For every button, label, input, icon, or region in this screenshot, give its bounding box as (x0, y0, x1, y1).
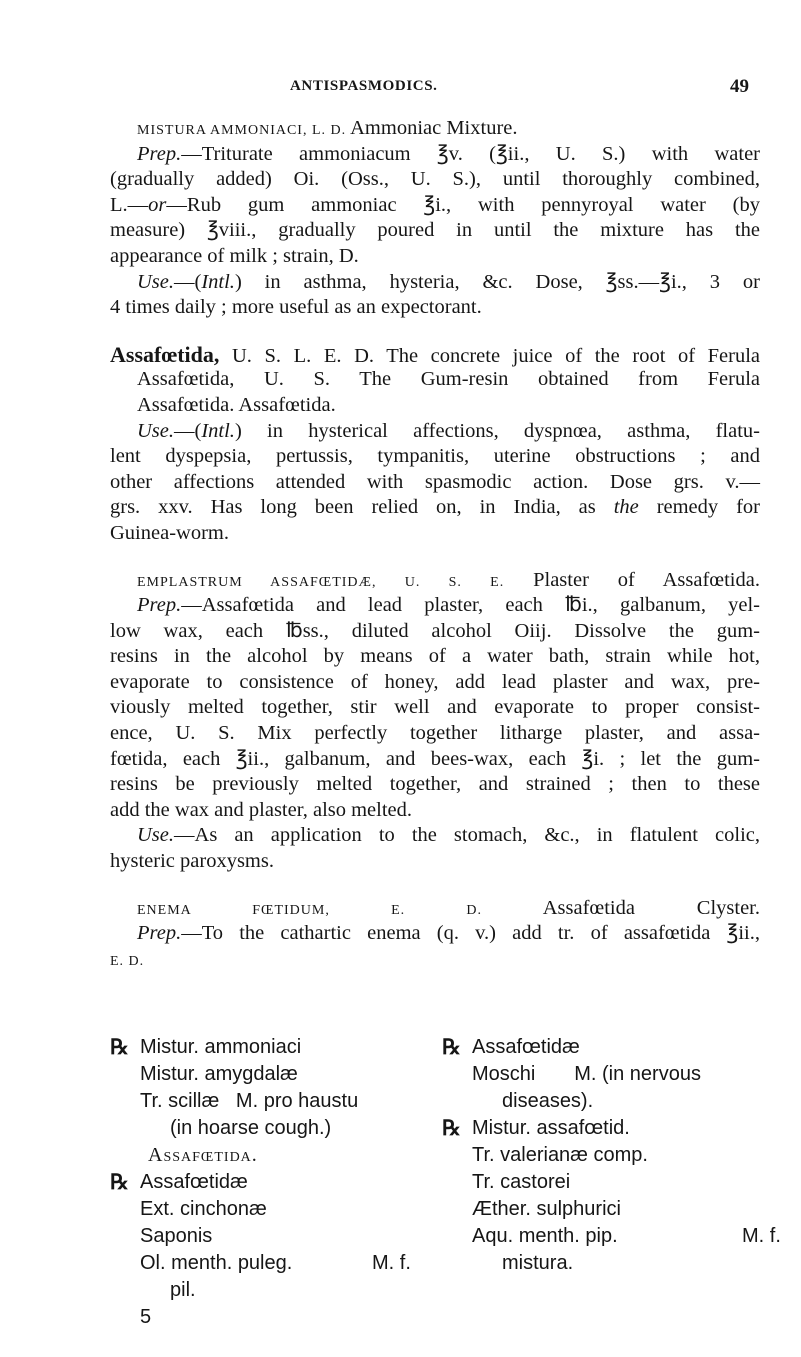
text-line (110, 721, 760, 747)
prescription-line (110, 1250, 450, 1277)
text-run: —Rub gum ammoniac ℥i., with pennyroyal water (by (166, 193, 760, 216)
text-line (110, 495, 760, 521)
running-title: ANTISPASMODICS. (290, 78, 438, 94)
text-line (110, 419, 760, 445)
text-run: Plaster of Assafœtida. (504, 568, 760, 591)
text-run: remedy for (638, 496, 761, 519)
text-run: Assafœtida. Assafœtida. (137, 393, 336, 416)
prescription-text: Tr. valerianæ comp. (472, 1144, 648, 1166)
text-line (110, 568, 760, 594)
italic-label: Use. (137, 824, 175, 847)
text-line (110, 142, 760, 168)
text-run: —( (174, 270, 202, 293)
prescription-text: Ext. cinchonæ (140, 1198, 267, 1220)
text-line (110, 849, 760, 875)
prescription-line (442, 1061, 772, 1088)
text-line (110, 947, 760, 973)
text-run: lent dyspepsia, pertussis, tympanitis, uterine obstructions ; and (110, 445, 760, 468)
text-line (110, 367, 760, 393)
section-heading: ENEMA FŒTIDUM, E. D. (137, 902, 482, 918)
text-run: Assafœtida, U. S. The Gum-resin obtained from Ferula (137, 368, 760, 391)
prescription-line (110, 1088, 450, 1115)
prescription-line (442, 1088, 772, 1115)
prescription-text: pil. (170, 1279, 196, 1301)
text-line (110, 695, 760, 721)
text-run: Guinea-worm. (110, 521, 229, 544)
prescription-text: Saponis (140, 1225, 213, 1247)
text-line (110, 444, 760, 470)
italic-label: Use. (137, 270, 175, 293)
prescription-direction: M. f. (742, 1225, 781, 1247)
prescription-text: Tr. castorei (472, 1171, 571, 1193)
recipe-symbol: ℞ (110, 1035, 129, 1059)
recipe-symbol: ℞ (442, 1116, 461, 1140)
page-number: 49 (730, 76, 749, 97)
prescription-heading: Assafœtida. (148, 1144, 258, 1166)
prescription-line (442, 1223, 781, 1250)
paragraph-gap (110, 321, 760, 342)
italic-label: or (148, 193, 167, 216)
text-line (110, 342, 760, 368)
text-run: appearance of milk ; strain, D. (110, 244, 359, 267)
text-run: U. S. L. E. D. The concrete juice of the root of Ferula (219, 344, 760, 367)
prescription-text: Moschi M. (in nervous (472, 1063, 701, 1085)
prescription-line (110, 1304, 450, 1331)
prescription-line (110, 1115, 450, 1142)
text-line (110, 167, 760, 193)
text-run: Ammoniac Mixture. (346, 117, 518, 139)
running-head (0, 78, 801, 102)
text-line (110, 619, 760, 645)
prescription-text: Ol. menth. puleg. (140, 1252, 293, 1274)
text-line (110, 116, 760, 142)
prescription-line (442, 1034, 772, 1061)
italic-label: Prep. (137, 922, 182, 945)
text-line (110, 896, 760, 922)
prescription-text: Assafœtidæ (140, 1171, 248, 1193)
italic-label: Use. (137, 419, 175, 442)
section-heading: E. D. (110, 953, 145, 969)
recipe-symbol: ℞ (110, 1170, 129, 1194)
text-line (110, 921, 760, 947)
prescriptions-right-column (442, 1034, 781, 1277)
italic-label: Prep. (137, 142, 182, 165)
text-line (110, 393, 760, 419)
text-line (110, 218, 760, 244)
prescription-line (110, 1223, 450, 1250)
text-run: evaporate to consistence of honey, add lead plaster and wax, pre- (110, 670, 760, 693)
text-run: —To the cathartic enema (q. v.) add tr. of assafœtida ℥ii., (181, 922, 760, 945)
recipe-symbol: ℞ (442, 1035, 461, 1059)
text-run: —Triturate ammoniacum ℥v. (℥ii., U. S.) with water (181, 142, 760, 165)
text-run: resins be previously melted together, and strained ; then to these (110, 773, 760, 796)
text-run: 4 times daily ; more useful as an expectorant. (110, 296, 482, 319)
text-run: —Assafœtida and lead plaster, each ℔i., galbanum, yel- (181, 594, 760, 617)
prescription-line (442, 1196, 772, 1223)
paragraph-gap (110, 547, 760, 568)
paragraph-gap (110, 875, 760, 896)
italic-label: Prep. (137, 594, 182, 617)
prescription-line (110, 1142, 450, 1169)
section-heading: MISTURA AMMONIACI, L. D. (137, 123, 347, 138)
text-run: grs. xxv. Has long been relied on, in India, as (110, 496, 614, 519)
text-run: viously melted together, stir well and evaporate to proper consist- (110, 696, 760, 719)
text-line (110, 244, 760, 270)
text-line (110, 772, 760, 798)
text-line (110, 644, 760, 670)
text-run: ) in asthma, hysteria, &c. Dose, ℥ss.—℥i., 3 or (234, 270, 760, 293)
prescription-line (110, 1277, 450, 1304)
entry-title: Assafœtida, (110, 341, 220, 367)
text-line (110, 593, 760, 619)
prescription-line (110, 1061, 450, 1088)
prescription-text: Mistur. assafœtid. (472, 1117, 630, 1139)
text-line (110, 798, 760, 824)
prescription-line (442, 1169, 772, 1196)
prescription-line (110, 1169, 450, 1196)
prescription-text: diseases). (502, 1090, 594, 1112)
prescription-line (110, 1196, 450, 1223)
text-line (110, 670, 760, 696)
text-line (110, 295, 760, 321)
prescription-text: Mistur. amygdalæ (140, 1063, 298, 1085)
prescription-text: 5 (140, 1306, 152, 1328)
text-line (110, 521, 760, 547)
italic-label: Intl. (201, 419, 235, 442)
prescriptions-left-column (110, 1034, 450, 1331)
prescription-line (442, 1250, 772, 1277)
prescription-text: Assafœtidæ (472, 1036, 580, 1058)
section-heading: EMPLASTRUM ASSAFŒTIDÆ, U. S. E. (137, 574, 505, 590)
text-run: ence, U. S. Mix perfectly together litharge plaster, and assa- (110, 722, 760, 745)
text-run: measure) ℥viii., gradually poured in until the mixture has the (110, 219, 760, 242)
text-run: resins in the alcohol by means of a water bath, strain while hot, (110, 645, 760, 668)
body-text (110, 116, 760, 972)
text-run: add the wax and plaster, also melted. (110, 798, 413, 821)
text-run: Assafœtida Clyster. (481, 896, 761, 919)
text-run: —( (174, 419, 202, 442)
italic-label: Intl. (201, 270, 235, 293)
text-run: (gradually added) Oi. (Oss., U. S.), until thoroughly combined, (110, 168, 760, 191)
text-line (110, 747, 760, 773)
italic-label: the (613, 496, 639, 519)
prescription-text: mistura. (502, 1252, 574, 1274)
text-run: other affections attended with spasmodic action. Dose grs. v.— (110, 470, 760, 493)
prescription-text: Mistur. ammoniaci (140, 1036, 302, 1058)
prescription-text: (in hoarse cough.) (170, 1117, 332, 1139)
text-run: fœtida, each ℥ii., galbanum, and bees-wax, each ℥i. ; let the gum- (110, 747, 760, 770)
prescription-line (442, 1115, 772, 1142)
text-run: L.— (110, 193, 149, 216)
prescription-line (442, 1142, 772, 1169)
text-line (110, 823, 760, 849)
text-run: hysteric paroxysms. (110, 850, 274, 873)
text-line (110, 193, 760, 219)
prescription-text: Æther. sulphurici (472, 1198, 621, 1220)
prescription-line (110, 1034, 450, 1061)
text-line (110, 270, 760, 296)
prescription-direction: M. f. (372, 1252, 411, 1274)
text-run: —As an application to the stomach, &c., in flatulent colic, (174, 824, 760, 847)
prescription-text: Aqu. menth. pip. (472, 1225, 618, 1247)
prescription-text: Tr. scillæ M. pro haustu (140, 1090, 359, 1112)
text-line (110, 470, 760, 496)
text-run: ) in hysterical affections, dyspnœa, asthma, flatu- (234, 419, 760, 442)
text-run: low wax, each ℔ss., diluted alcohol Oiij. Dissolve the gum- (110, 619, 760, 642)
